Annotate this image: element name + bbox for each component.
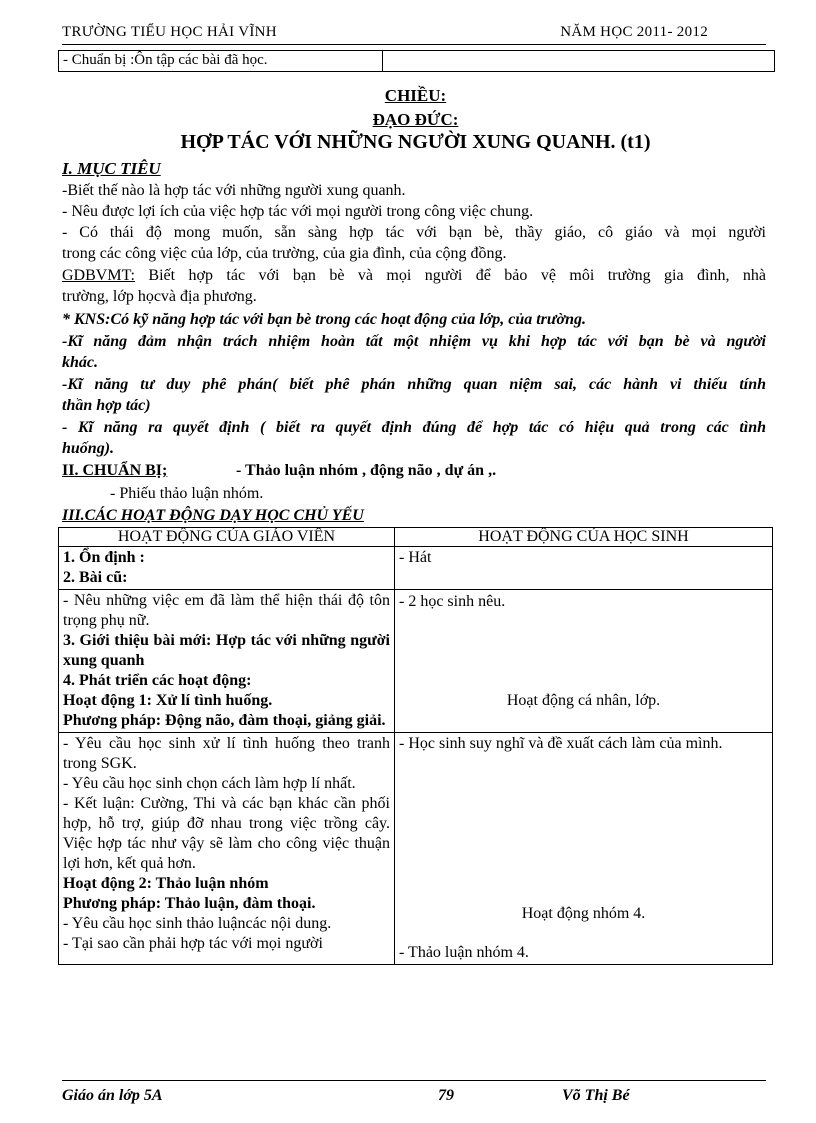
session-heading: CHIỀU: <box>384 86 447 105</box>
row-text: Hoạt động nhóm 4. <box>521 905 646 922</box>
student-column-header: HOẠT ĐỘNG CỦA HỌC SINH <box>395 528 773 547</box>
previous-table-row <box>58 50 775 72</box>
teacher-cell <box>59 547 395 590</box>
env-label: GDBVMT: <box>62 267 135 284</box>
table-row <box>59 547 773 590</box>
row-text: - Yêu cầu học sinh xử lí tình huống theo tranh trong SGK. <box>63 735 390 772</box>
row-text: - Kết luận: Cường, Thi và các bạn khác cần phối hợp, hỗ trợ, giúp đỡ nhau trong việc trồng cây. Việc hợp tác như vậy sẽ làm cho công việc thuận lợi hơn, kết quả hơn. <box>63 795 390 872</box>
kns-line: -Kĩ năng tư duy phê phán( biết phê phán những quan niệm sai, các hành vi thiếu tính <box>62 376 766 393</box>
kns-line: - Kĩ năng ra quyết định ( biết ra quyết định đúng để hợp tác có hiệu quả trong các tình <box>62 419 766 436</box>
prep-line <box>62 460 766 481</box>
student-cell <box>395 590 773 733</box>
row-text: - Thảo luận nhóm 4. <box>399 944 529 961</box>
kns-line: khác. <box>62 354 98 371</box>
page-header <box>62 22 766 45</box>
row-text: - Học sinh suy nghĩ và đề xuất cách làm của mình. <box>399 735 723 752</box>
row-text: 4. Phát triển các hoạt động: <box>63 672 252 689</box>
objective-line: trong các công việc của lớp, của trường, của gia đình, của cộng đồng. <box>62 245 507 262</box>
row-text: Hoạt động 2: Thảo luận nhóm <box>63 875 269 892</box>
student-cell <box>395 733 773 965</box>
objective-line: -Biết thế nào là hợp tác với những người xung quanh. <box>62 182 406 199</box>
objective-line: - Nêu được lợi ích của việc hợp tác với mọi người trong công việc chung. <box>62 203 534 220</box>
school-year: NĂM HỌC 2011- 2012 <box>560 24 708 40</box>
objectives-heading: I. MỤC TIÊU <box>62 159 161 178</box>
row-text: 2. Bài cũ: <box>63 569 128 586</box>
row-text: - Yêu cầu học sinh thảo luậncác nội dung. <box>63 915 332 932</box>
kns-line: * KNS:Có kỹ năng hợp tác với bạn bè trong các hoạt động của lớp, của trường. <box>62 311 586 328</box>
kns-line: huống). <box>62 440 115 457</box>
table-row <box>59 590 773 733</box>
row-text: 1. Ổn định : <box>63 549 145 566</box>
env-line: trường, lớp họcvà địa phương. <box>62 288 257 305</box>
row-text: - 2 học sinh nêu. <box>399 593 506 610</box>
table-header-row <box>59 528 773 547</box>
env-text: Biết hợp tác với bạn bè và mọi người để bảo vệ môi trường gia đình, nhà <box>134 267 766 284</box>
activities-table <box>58 527 773 965</box>
env-line <box>62 265 766 286</box>
page-number: 79 <box>438 1087 454 1104</box>
kns-line: thần hợp tác) <box>62 397 151 414</box>
prev-row-text: - Chuẩn bị :Ôn tập các bài đã học. <box>63 52 268 68</box>
lesson-title: HỢP TÁC VỚI NHỮNG NGƯỜI XUNG QUANH. (t1) <box>180 131 651 153</box>
student-cell <box>395 547 773 590</box>
row-text: Phương pháp: Thảo luận, đàm thoại. <box>63 895 316 912</box>
prep-item: - Phiếu thảo luận nhóm. <box>110 485 264 502</box>
footer-class: Giáo án lớp 5A <box>62 1087 163 1104</box>
row-text: - Hát <box>399 549 432 566</box>
subject-heading: ĐẠO ĐỨC: <box>372 110 459 129</box>
table-row <box>59 733 773 965</box>
kns-line: -Kĩ năng đảm nhận trách nhiệm hoàn tất một nhiệm vụ khi hợp tác với bạn bè và người <box>62 333 766 350</box>
row-text: 3. Giới thiệu bài mới: Hợp tác với những người xung quanh <box>63 632 390 669</box>
teacher-cell <box>59 733 395 965</box>
table-divider <box>382 51 383 71</box>
row-text: Phương pháp: Động não, đàm thoại, giảng giải. <box>63 712 386 729</box>
row-text: Hoạt động cá nhân, lớp. <box>506 692 661 709</box>
row-text: - Yêu cầu học sinh chọn cách làm hợp lí nhất. <box>63 775 356 792</box>
row-text: Hoạt động 1: Xử lí tình huống. <box>63 692 273 709</box>
prep-methods: - Thảo luận nhóm , động não , dự án ,. <box>236 462 497 479</box>
page-footer <box>62 1080 766 1104</box>
teacher-column-header: HOẠT ĐỘNG CỦA GIÁO VIÊN <box>59 528 395 547</box>
prep-heading: II. CHUẨN BỊ; <box>62 462 168 479</box>
objective-line: - Có thái độ mong muốn, sẵn sàng hợp tác với bạn bè, thầy giáo, cô giáo và mọi người <box>62 224 766 241</box>
row-text: - Tại sao cần phải hợp tác với mọi người <box>63 935 323 952</box>
school-name: TRƯỜNG TIỂU HỌC HẢI VĨNH <box>62 24 277 40</box>
footer-author: Võ Thị Bé <box>562 1087 630 1104</box>
activities-heading: III.CÁC HOẠT ĐỘNG DẠY HỌC CHỦ YẾU <box>62 507 364 524</box>
row-text: - Nêu những việc em đã làm thể hiện thái độ tôn trọng phụ nữ. <box>63 592 390 629</box>
teacher-cell <box>59 590 395 733</box>
